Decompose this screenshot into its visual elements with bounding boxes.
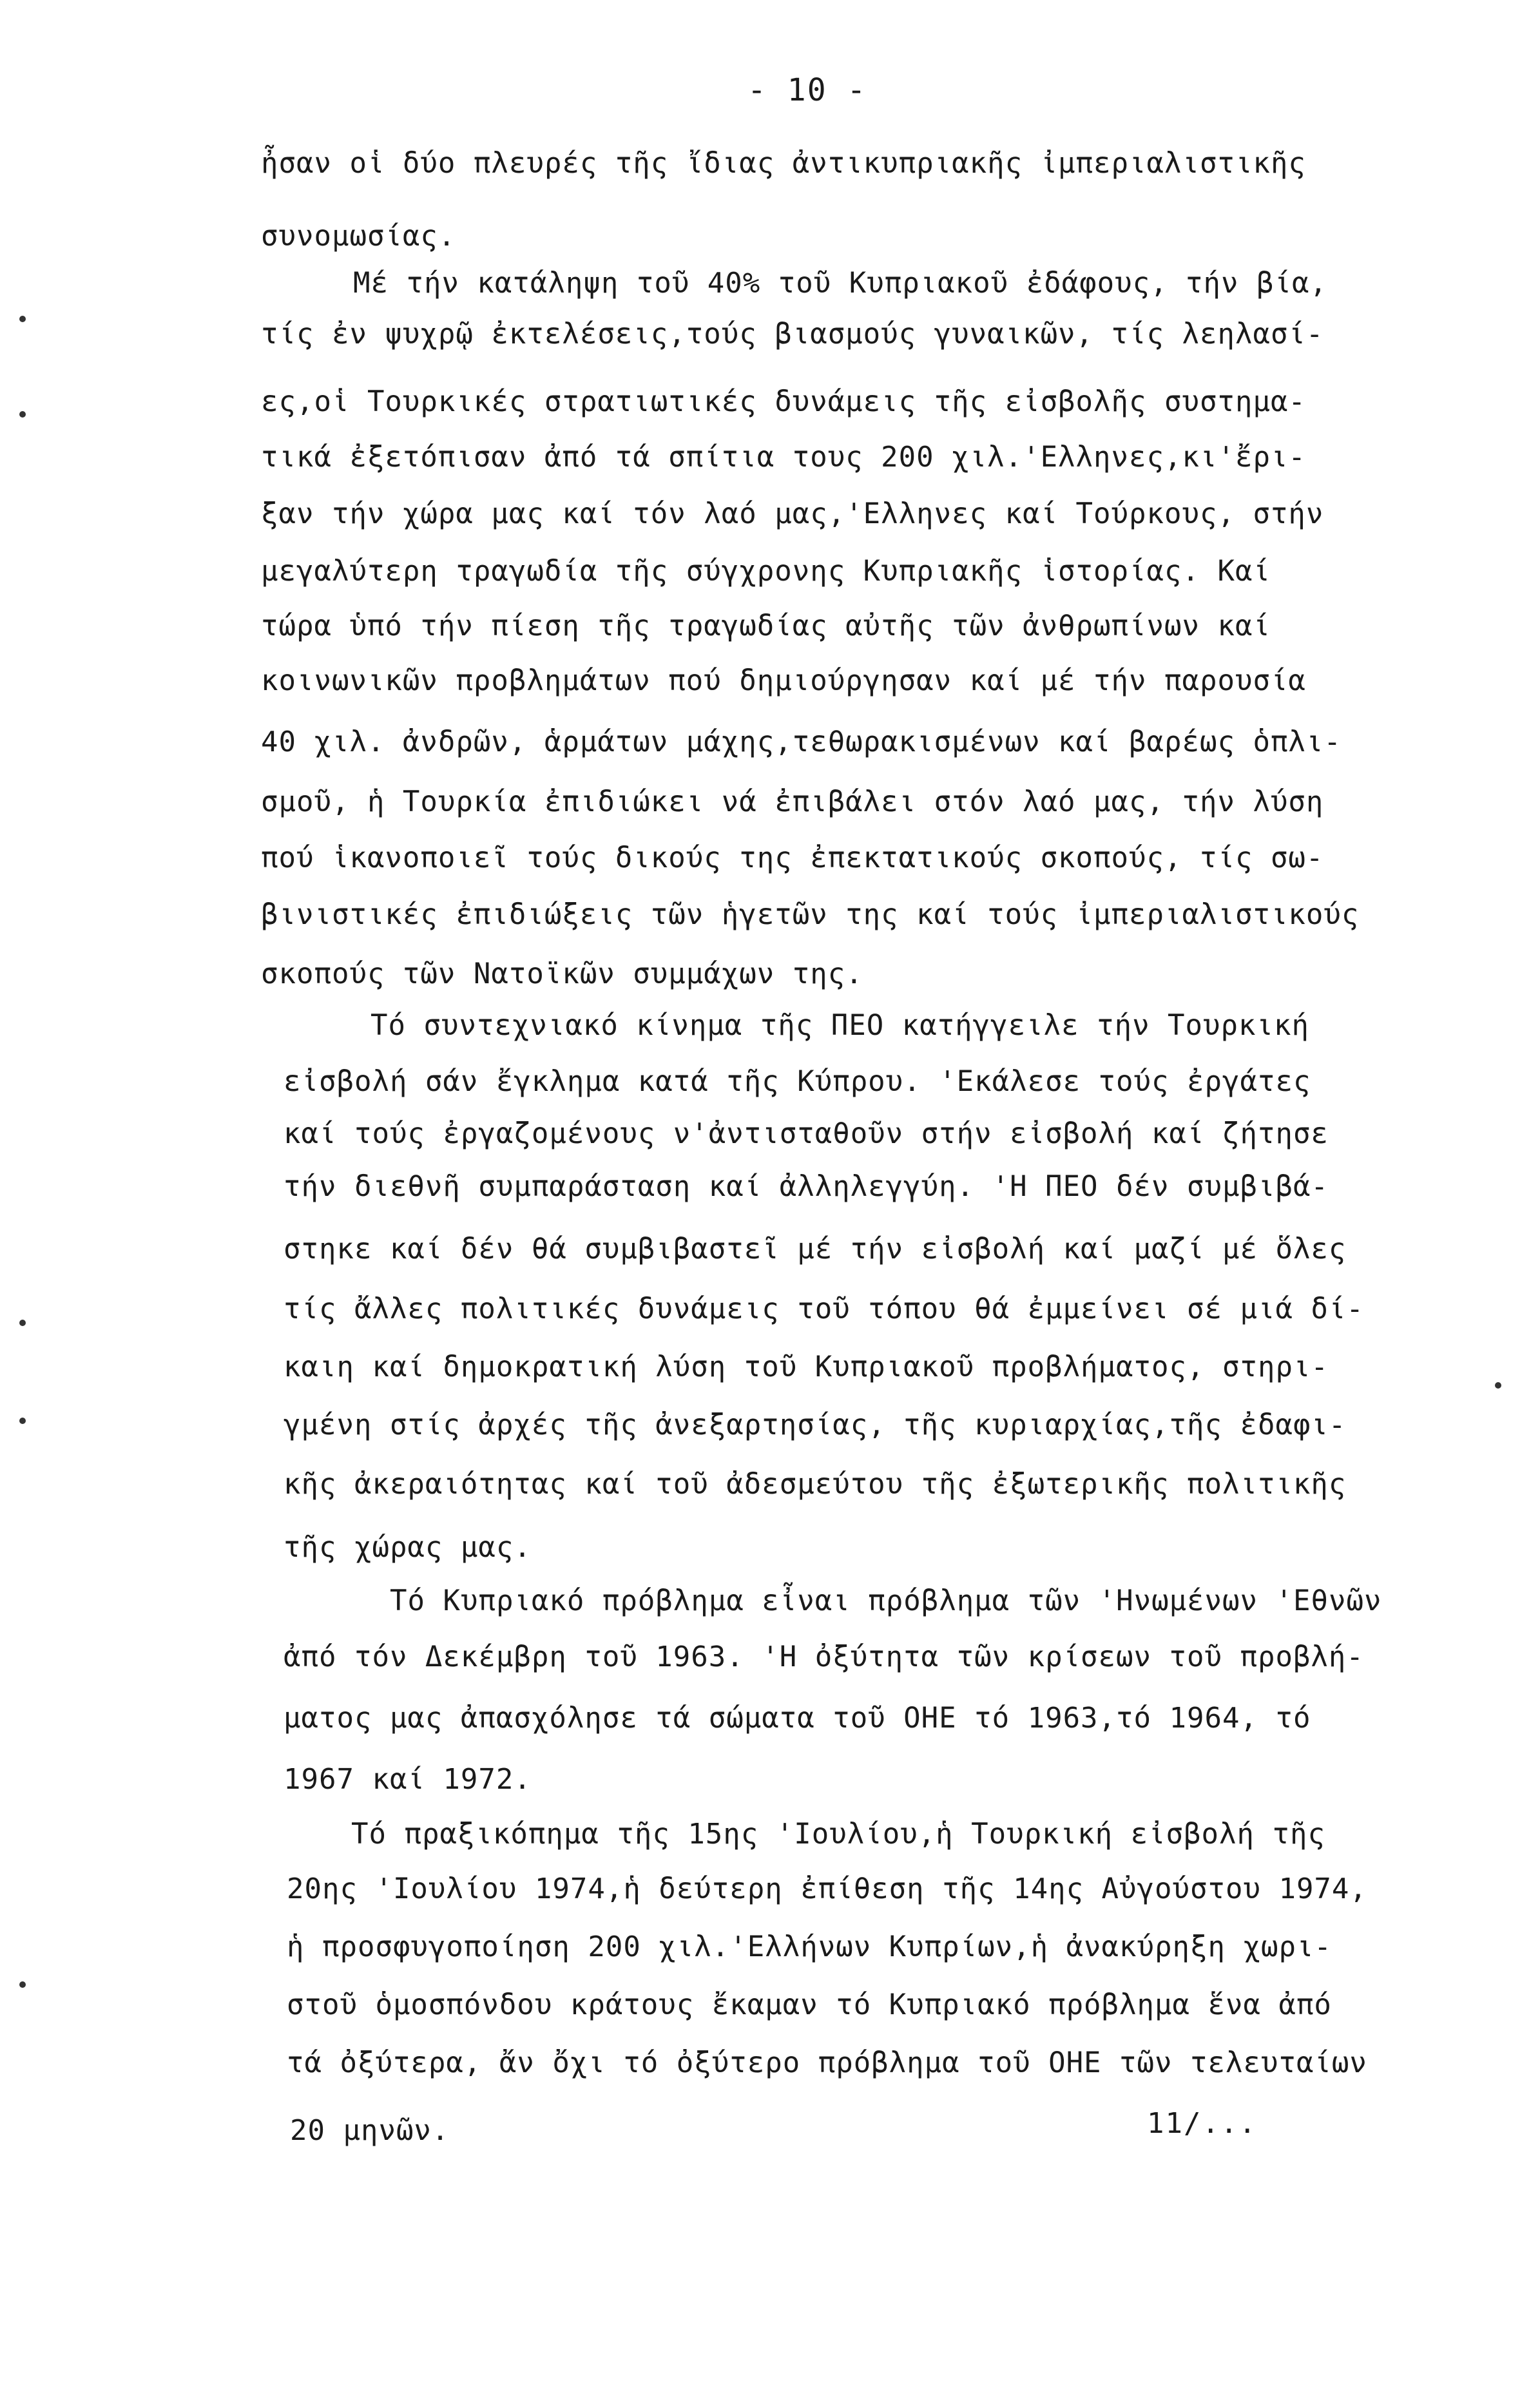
text-line: τῆς χώρας μας. bbox=[284, 1531, 532, 1564]
text-line: τήν διεθνῆ συμπαράσταση καί ἀλληλεγγύη. 'Η ΠΕΟ δέν συμβιβά- bbox=[284, 1170, 1329, 1203]
text-line: ἦσαν οἱ δύο πλευρές τῆς ἴδιας ἀντικυπριακῆς ἰμπεριαλιστικῆς bbox=[261, 147, 1306, 180]
text-line: ματος μας ἀπασχόλησε τά σώματα τοῦ ΟΗΕ τό 1963,τό 1964, τό bbox=[284, 1702, 1311, 1735]
text-line: ἀπό τόν Δεκέμβρη τοῦ 1963. 'Η ὀξύτητα τῶν κρίσεων τοῦ προβλή- bbox=[284, 1641, 1364, 1673]
text-line: τίς ἐν ψυχρῷ ἐκτελέσεις,τούς βιασμούς γυναικῶν, τίς λεηλασί- bbox=[261, 318, 1324, 351]
text-line: στηκε καί δέν θά συμβιβαστεῖ μέ τήν εἰσβολή καί μαζί μέ ὅλες bbox=[284, 1233, 1347, 1266]
scan-speck bbox=[19, 411, 26, 418]
text-line: συνομωσίας. bbox=[261, 220, 456, 253]
text-line: καιη καί δημοκρατική λύση τοῦ Κυπριακοῦ προβλήματος, στηρι- bbox=[284, 1351, 1329, 1383]
text-line: Τό πραξικόπημα τῆς 15ης 'Ιουλίου,ἡ Τουρκική εἰσβολή τῆς bbox=[351, 1818, 1325, 1851]
text-line: βινιστικές ἐπιδιώξεις τῶν ἡγετῶν της καί τούς ἰμπεριαλιστικούς bbox=[261, 898, 1360, 931]
text-line: εἰσβολή σάν ἔγκλημα κατά τῆς Κύπρου. 'Εκάλεσε τούς ἐργάτες bbox=[284, 1065, 1311, 1098]
text-line: Μέ τήν κατάληψη τοῦ 40% τοῦ Κυπριακοῦ ἐδάφους, τήν βία, bbox=[353, 267, 1327, 300]
text-line: τώρα ὑπό τήν πίεση τῆς τραγωδίας αὐτῆς τῶν ἀνθρωπίνων καί bbox=[261, 610, 1271, 642]
text-line: Τό Κυπριακό πρόβλημα εἶναι πρόβλημα τῶν 'Ηνωμένων 'Εθνῶν bbox=[390, 1584, 1382, 1617]
scan-speck bbox=[19, 1320, 26, 1326]
page-number: - 10 - bbox=[747, 72, 867, 108]
text-line: τά ὀξύτερα, ἄν ὄχι τό ὀξύτερο πρόβλημα τοῦ ΟΗΕ τῶν τελευταίων bbox=[287, 2046, 1367, 2079]
text-line: 1967 καί 1972. bbox=[284, 1763, 532, 1796]
text-line: γμένη στίς ἀρχές τῆς ἀνεξαρτησίας, τῆς κυριαρχίας,τῆς ἐδαφι- bbox=[284, 1409, 1347, 1441]
text-line: ες,οἱ Τουρκικές στρατιωτικές δυνάμεις τῆς εἰσβολῆς συστημα- bbox=[261, 385, 1306, 418]
text-line: 20 μηνῶν. bbox=[290, 2114, 450, 2147]
text-line: τικά ἐξετόπισαν ἀπό τά σπίτια τους 200 χιλ.'Ελληνες,κι'ἔρι- bbox=[261, 441, 1306, 474]
text-line: 20ης 'Ιουλίου 1974,ἡ δεύτερη ἐπίθεση τῆς 14ης Αὐγούστου 1974, bbox=[287, 1872, 1367, 1905]
text-line: μεγαλύτερη τραγωδία τῆς σύγχρονης Κυπριακῆς ἱστορίας. Καί bbox=[261, 555, 1271, 588]
text-line: ἡ προσφυγοποίηση 200 χιλ.'Ελλήνων Κυπρίων,ἡ ἀνακύρηξη χωρι- bbox=[287, 1930, 1332, 1963]
scan-speck bbox=[19, 316, 26, 322]
scan-speck bbox=[19, 1418, 26, 1424]
text-line: 40 χιλ. ἀνδρῶν, ἁρμάτων μάχης,τεθωρακισμένων καί βαρέως ὁπλι- bbox=[261, 726, 1342, 758]
text-line: ξαν τήν χώρα μας καί τόν λαό μας,'Ελληνες καί Τούρκους, στήν bbox=[261, 497, 1324, 530]
text-line: κοινωνικῶν προβλημάτων πού δημιούργησαν καί μέ τήν παρουσία bbox=[261, 664, 1306, 697]
text-line: τίς ἄλλες πολιτικές δυνάμεις τοῦ τόπου θά ἐμμείνει σέ μιά δί- bbox=[284, 1293, 1364, 1325]
text-line: σκοπούς τῶν Νατοϊκῶν συμμάχων της. bbox=[261, 958, 863, 990]
text-line: πού ἱκανοποιεῖ τούς δικούς της ἐπεκτατικούς σκοπούς, τίς σω- bbox=[261, 842, 1324, 874]
scan-speck bbox=[19, 1981, 26, 1988]
scan-speck bbox=[1495, 1382, 1501, 1389]
continuation-marker: 11/... bbox=[1147, 2107, 1257, 2140]
text-line: κῆς ἀκεραιότητας καί τοῦ ἀδεσμεύτου τῆς ἐξωτερικῆς πολιτικῆς bbox=[284, 1468, 1347, 1501]
text-line: Τό συντεχνιακό κίνημα τῆς ΠΕΟ κατήγγειλε τήν Τουρκική bbox=[371, 1009, 1309, 1042]
text-line: σμοῦ, ἡ Τουρκία ἐπιδιώκει νά ἐπιβάλει στόν λαό μας, τήν λύση bbox=[261, 785, 1324, 818]
text-line: στοῦ ὁμοσπόνδου κράτους ἔκαμαν τό Κυπριακό πρόβλημα ἕνα ἀπό bbox=[287, 1988, 1332, 2021]
text-line: καί τούς ἐργαζομένους ν'ἀντισταθοῦν στήν εἰσβολή καί ζήτησε bbox=[284, 1117, 1329, 1150]
